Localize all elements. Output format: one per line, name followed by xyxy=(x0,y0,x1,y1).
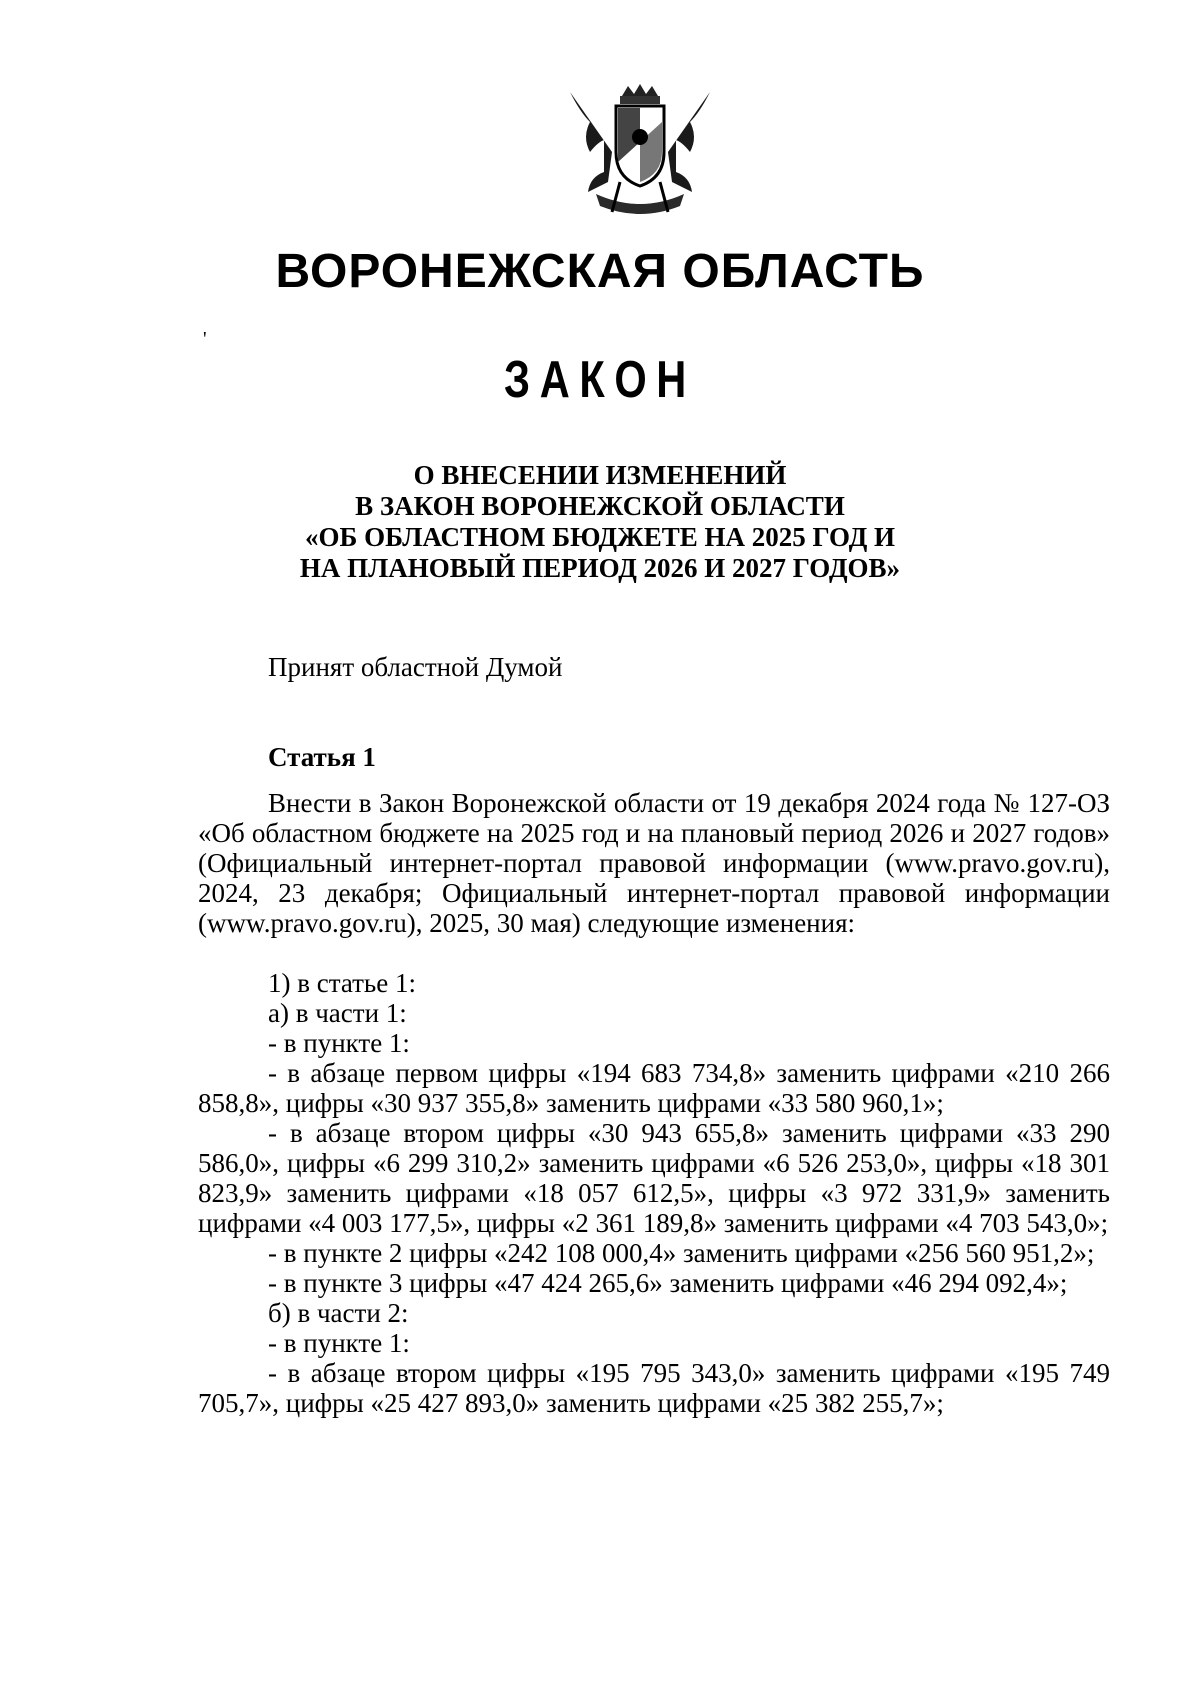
list-item: а) в части 1: xyxy=(268,998,407,1028)
list-item: - в абзаце втором цифры «30 943 655,8» заменить цифрами «33 290 586,0», цифры «6 299 310,2» заменить цифрами «6 526 253,0», цифры «18 301 823,9» заменить цифрами «18 057 612,5», цифры «3 972 331,9» заменить цифрами «4 003 177,5», цифры «2 361 189,8» заменить цифрами «4 703 543,0»; xyxy=(198,1118,1110,1238)
article-body xyxy=(198,788,1110,1418)
list-item: - в пункте 3 цифры «47 424 265,6» заменить цифрами «46 294 092,4»; xyxy=(268,1268,1068,1298)
coat-of-arms-icon xyxy=(560,82,720,222)
title-line: В ЗАКОН ВОРОНЕЖСКОЙ ОБЛАСТИ xyxy=(355,491,845,521)
title-line: «ОБ ОБЛАСТНОМ БЮДЖЕТЕ НА 2025 ГОД И xyxy=(304,522,896,552)
list-item: 1) в статье 1: xyxy=(268,968,416,998)
list-item: - в пункте 2 цифры «242 108 000,4» заменить цифрами «256 560 951,2»; xyxy=(268,1238,1095,1268)
law-title xyxy=(0,460,1200,584)
list-item: б) в части 2: xyxy=(268,1298,409,1328)
document-type: ЗАКОН xyxy=(504,351,696,409)
article-heading: Статья 1 xyxy=(268,742,376,772)
list-item: - в абзаце первом цифры «194 683 734,8» заменить цифрами «210 266 858,8», цифры «30 937 355,8» заменить цифрами «33 580 960,1»; xyxy=(198,1058,1110,1118)
list-item: - в пункте 1: xyxy=(268,1028,410,1058)
article-intro: Внести в Закон Воронежской области от 19 декабря 2024 года № 127-ОЗ «Об областном бюджете на 2025 год и на плановый период 2026 и 2027 годов» (Официальный интернет-портал правовой информации (www.pravo.gov.ru), 2024, 23 декабря; Официальный интернет-портал правовой информации (www.pravo.gov.ru), 2025, 30 мая) следующие изменения: xyxy=(198,788,1110,938)
adopted-by: Принят областной Думой xyxy=(268,652,563,682)
title-line: НА ПЛАНОВЫЙ ПЕРИОД 2026 И 2027 ГОДОВ» xyxy=(299,553,901,583)
list-item: - в абзаце втором цифры «195 795 343,0» заменить цифрами «195 749 705,7», цифры «25 427 893,0» заменить цифрами «25 382 255,7»; xyxy=(198,1358,1110,1418)
stray-mark: ' xyxy=(203,328,207,350)
list-item: - в пункте 1: xyxy=(268,1328,410,1358)
title-line: О ВНЕСЕНИИ ИЗМЕНЕНИЙ xyxy=(413,460,787,490)
region-name: ВОРОНЕЖСКАЯ ОБЛАСТЬ xyxy=(275,245,925,298)
